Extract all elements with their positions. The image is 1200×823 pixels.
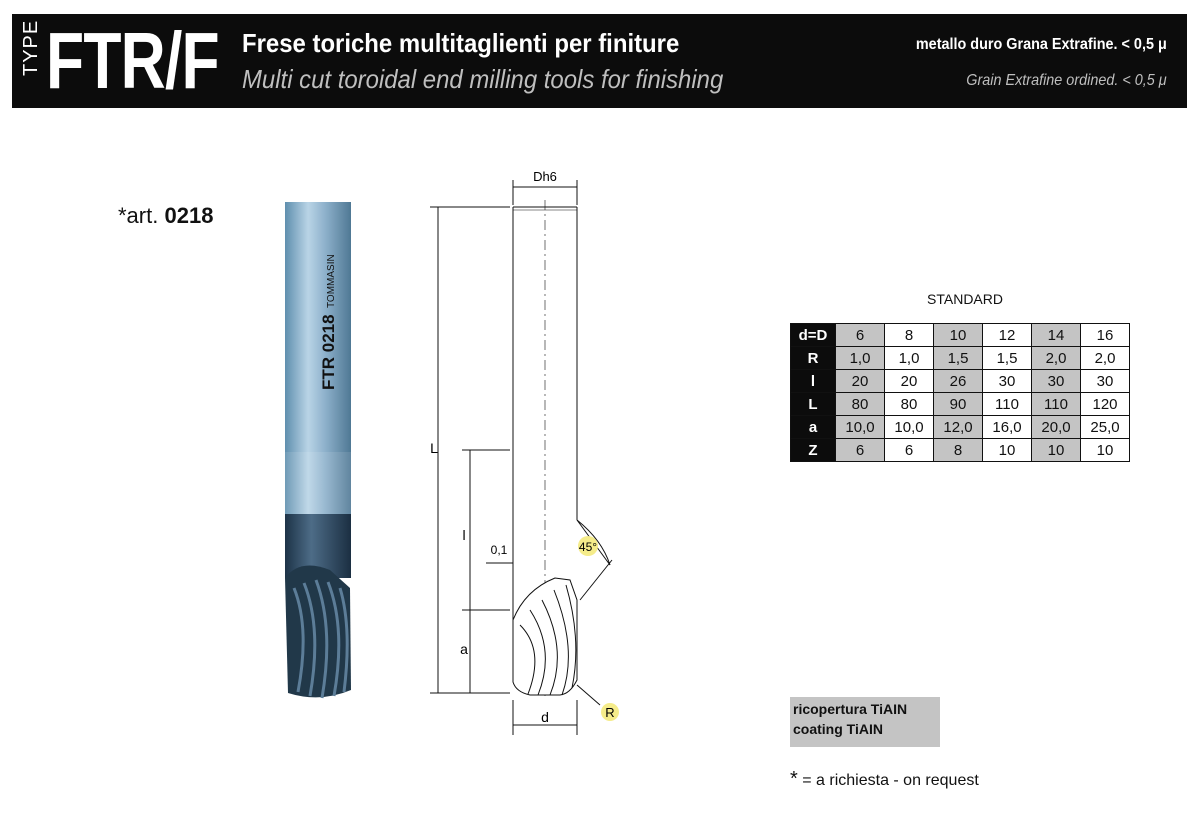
coating-italian: ricopertura TiAIN: [793, 701, 908, 717]
table-cell: 20,0: [1032, 416, 1081, 439]
table-row: [791, 416, 1130, 439]
diameter-label: d: [541, 709, 549, 725]
title-english: Multi cut toroidal end milling tools for finishing: [242, 64, 724, 94]
grain-english: Grain Extrafine ordined. < 0,5 μ: [966, 72, 1167, 89]
row-header: d=D: [791, 324, 836, 347]
table-cell: 10,0: [836, 416, 885, 439]
table-row: [791, 370, 1130, 393]
table-cell: 10: [1081, 439, 1130, 462]
tool-photo: [280, 198, 370, 703]
footnote: [790, 768, 979, 791]
table-cell: 10: [983, 439, 1032, 462]
table-row: [791, 393, 1130, 416]
angle-label: 45°: [578, 540, 598, 554]
table-cell: 16,0: [983, 416, 1032, 439]
table-cell: 20: [885, 370, 934, 393]
offset-label: 0,1: [490, 543, 508, 557]
table-cell: 30: [1032, 370, 1081, 393]
table-cell: 1,0: [836, 347, 885, 370]
coating-english: coating TiAIN: [793, 721, 883, 737]
table-cell: 2,0: [1081, 347, 1130, 370]
article-number: [118, 203, 213, 229]
shank-dim-label: Dh6: [533, 169, 557, 184]
table-cell: 6: [836, 324, 885, 347]
article-prefix: *art.: [118, 203, 159, 228]
row-header: a: [791, 416, 836, 439]
table-cell: 10: [1032, 439, 1081, 462]
table-cell: 30: [1081, 370, 1130, 393]
table-cell: 6: [885, 439, 934, 462]
table-cell: 1,5: [983, 347, 1032, 370]
table-cell: 8: [885, 324, 934, 347]
row-header: R: [791, 347, 836, 370]
table-cell: 80: [836, 393, 885, 416]
footnote-text: = a richiesta - on request: [802, 772, 979, 789]
radius-label: R: [605, 705, 615, 720]
title-italian: Frese toriche multitaglienti per finiture: [242, 28, 680, 58]
technical-drawing: [420, 160, 650, 750]
table-cell: 14: [1032, 324, 1081, 347]
table-cell: 90: [934, 393, 983, 416]
brand-text: TOMMASIN: [326, 254, 337, 308]
table-cell: 10: [934, 324, 983, 347]
coating-box: [790, 697, 940, 747]
spec-table: [790, 323, 1130, 462]
row-header: l: [791, 370, 836, 393]
table-cell: 30: [983, 370, 1032, 393]
table-cell: 110: [1032, 393, 1081, 416]
row-header: L: [791, 393, 836, 416]
neck: [285, 448, 351, 518]
a-dim-label: a: [460, 641, 468, 657]
table-cell: 8: [934, 439, 983, 462]
type-label: TYPE: [20, 19, 42, 76]
table-cell: 80: [885, 393, 934, 416]
product-code: FTR/F: [46, 16, 219, 105]
article-code: 0218: [164, 203, 214, 228]
table-cell: 2,0: [1032, 347, 1081, 370]
table-cell: 110: [983, 393, 1032, 416]
table-cell: 1,0: [885, 347, 934, 370]
table-cell: 6: [836, 439, 885, 462]
table-row: [791, 324, 1130, 347]
total-length-label: L: [430, 440, 438, 456]
table-cell: 120: [1081, 393, 1130, 416]
footnote-star: *: [790, 768, 798, 790]
grain-italian: metallo duro Grana Extrafine. < 0,5 μ: [916, 36, 1167, 53]
table-row: [791, 439, 1130, 462]
table-cell: 16: [1081, 324, 1130, 347]
cut-length-label: l: [462, 527, 466, 543]
shank: [285, 202, 351, 452]
row-header: Z: [791, 439, 836, 462]
table-title: STANDARD: [927, 291, 1003, 307]
header-banner: [12, 14, 1187, 108]
table-cell: 25,0: [1081, 416, 1130, 439]
table-cell: 20: [836, 370, 885, 393]
engraving-text: FTR 0218: [319, 314, 338, 390]
table-cell: 1,5: [934, 347, 983, 370]
table-row: [791, 347, 1130, 370]
table-cell: 26: [934, 370, 983, 393]
table-cell: 10,0: [885, 416, 934, 439]
table-cell: 12,0: [934, 416, 983, 439]
table-cell: 12: [983, 324, 1032, 347]
